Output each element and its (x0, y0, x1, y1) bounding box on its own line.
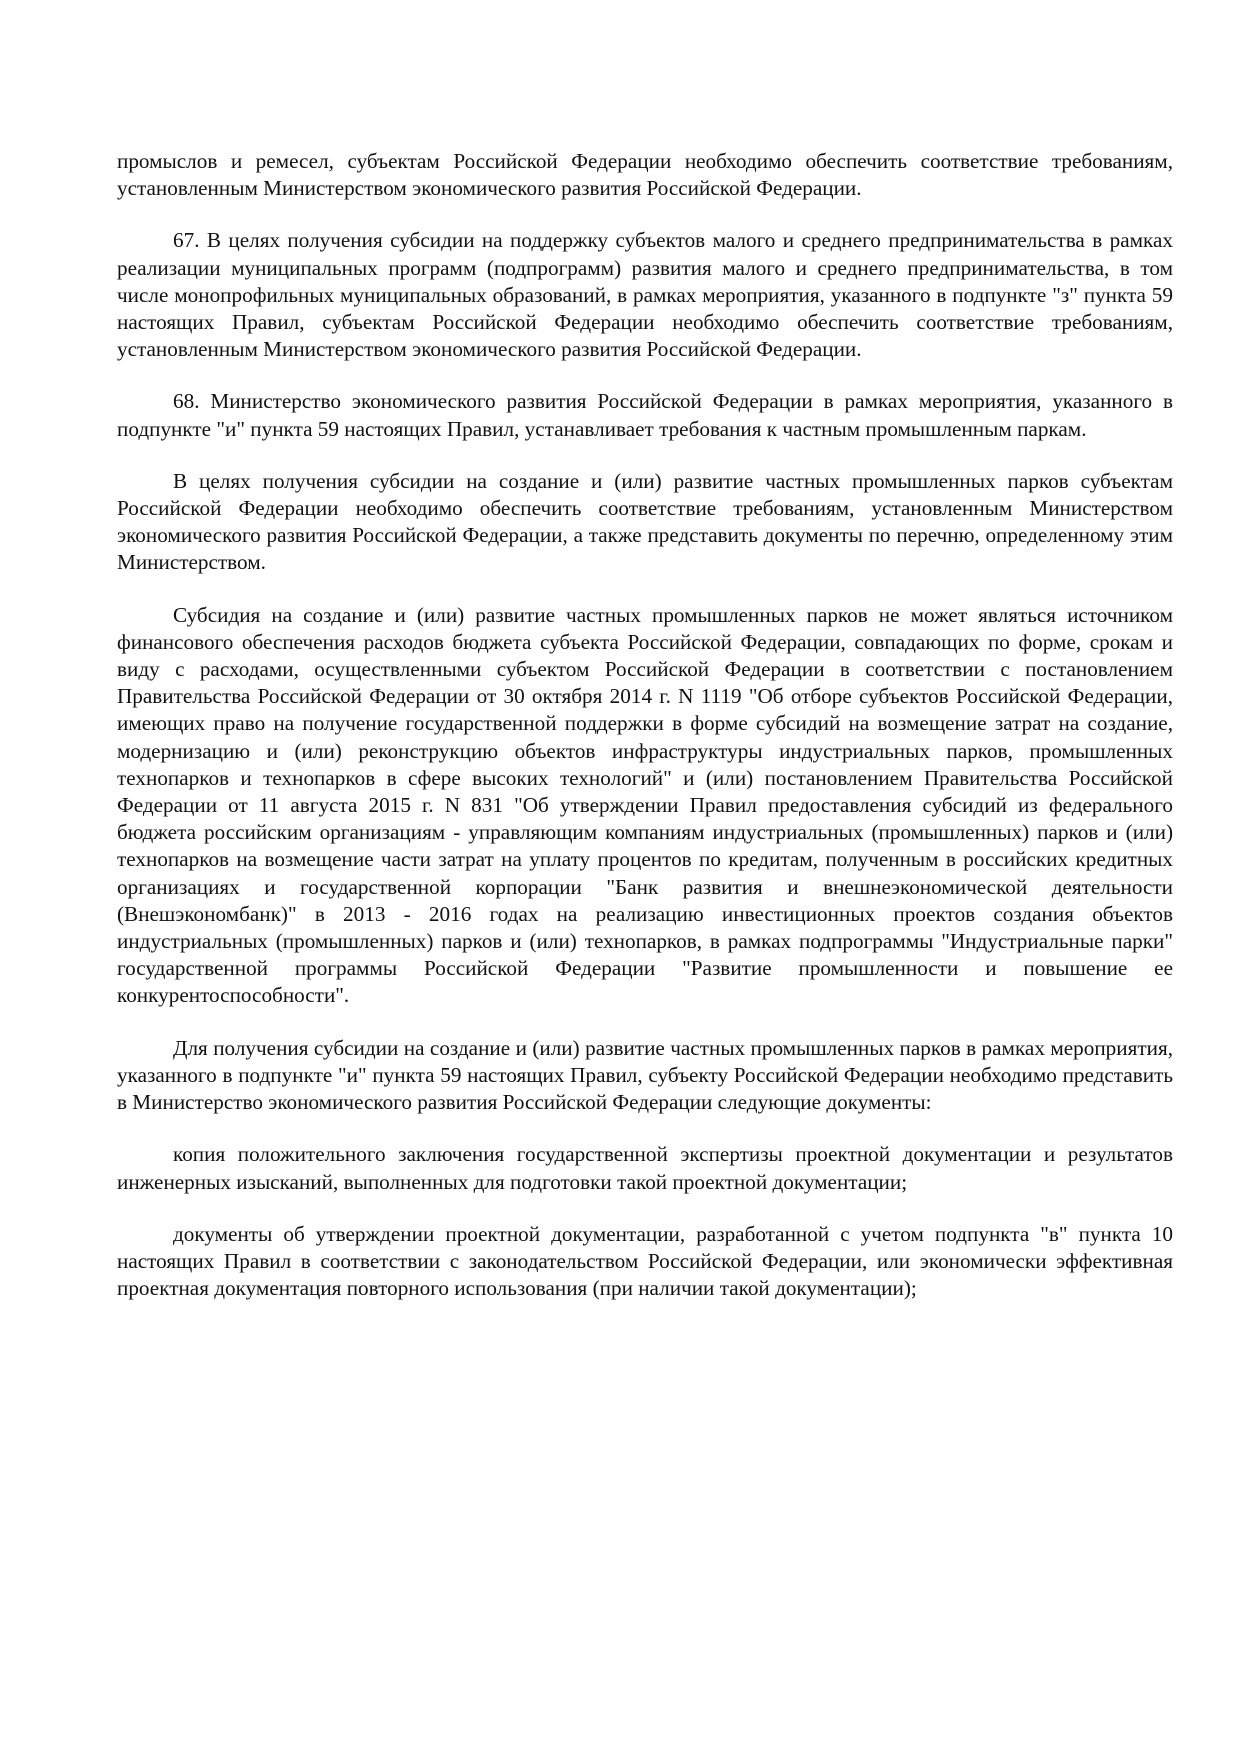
paragraph-document-item-approval: документы об утверждении проектной документации, разработанной с учетом подпункта "в" пункта 10 настоящих Правил в соответствии с законодательством Российской Федерации, или экономически эффективная проектная документация повторного использования (при наличии такой документации); (117, 1221, 1173, 1301)
paragraph-67: 67. В целях получения субсидии на поддержку субъектов малого и среднего предпринимательства в рамках реализации муниципальных программ (подпрограмм) развития малого и среднего предпринимательства, в том числе монопрофильных муниципальных образований, в рамках мероприятия, указанного в подпункте "з" пункта 59 настоящих Правил, субъектам Российской Федерации необходимо обеспечить соответствие требованиям, установленным Министерством экономического развития Российской Федерации. (117, 228, 1173, 362)
paragraph-document-item-expertise: копия положительного заключения государственной экспертизы проектной документации и результатов инженерных изысканий, выполненных для подготовки такой проектной документации; (117, 1142, 1173, 1194)
document-page (117, 148, 1173, 1327)
paragraph-documents-intro: Для получения субсидии на создание и (или) развитие частных промышленных парков в рамках мероприятия, указанного в подпункте "и" пункта 59 настоящих Правил, субъекту Российской Федерации необходимо представить в Министерство экономического развития Российской Федерации следующие документы: (117, 1035, 1173, 1115)
paragraph-68: 68. Министерство экономического развития Российской Федерации в рамках мероприятия, указанного в подпункте "и" пункта 59 настоящих Правил, устанавливает требования к частным промышленным паркам. (117, 389, 1173, 441)
paragraph-continuation: промыслов и ремесел, субъектам Российской Федерации необходимо обеспечить соответствие требованиям, установленным Министерством экономического развития Российской Федерации. (117, 149, 1173, 201)
paragraph-subsidy-restriction: Субсидия на создание и (или) развитие частных промышленных парков не может являться источником финансового обеспечения расходов бюджета субъекта Российской Федерации, совпадающих по форме, срокам и виду с расходами, осуществленными субъектом Российской Федерации в соответствии с постановлением Правительства Российской Федерации от 30 октября 2014 г. N 1119 "Об отборе субъектов Российской Федерации, имеющих право на получение государственной поддержки в форме субсидий на возмещение затрат на создание, модернизацию и (или) реконструкцию объектов инфраструктуры индустриальных парков, промышленных технопарков и технопарков в сфере высоких технологий" и (или) постановлением Правительства Российской Федерации от 11 августа 2015 г. N 831 "Об утверждении Правил предоставления субсидий из федерального бюджета российским организациям - управляющим компаниям индустриальных (промышленных) парков и (или) технопарков на возмещение части затрат на уплату процентов по кредитам, полученным в российских кредитных организациях и государственной корпорации "Банк развития и внешнеэкономической деятельности (Внешэкономбанк)" в 2013 - 2016 годах на реализацию инвестиционных проектов создания объектов индустриальных (промышленных) парков и (или) технопарков, в рамках подпрограммы "Индустриальные парки" государственной программы Российской Федерации "Развитие промышленности и повышение ее конкурентоспособности". (117, 602, 1173, 1008)
paragraph-subsidy-requirements: В целях получения субсидии на создание и (или) развитие частных промышленных парков субъектам Российской Федерации необходимо обеспечить соответствие требованиям, установленным Министерством экономического развития Российской Федерации, а также представить документы по перечню, определенному этим Министерством. (117, 468, 1173, 575)
